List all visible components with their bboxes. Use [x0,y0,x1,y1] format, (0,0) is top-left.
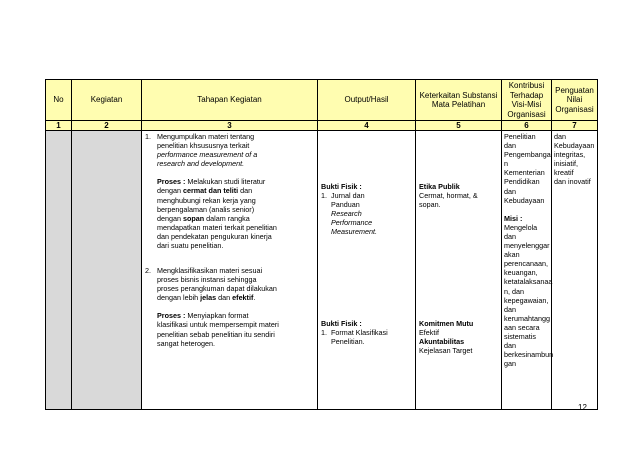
kontribusi-text: menyelenggar [504,241,550,251]
output-title: Bukti Fisik : [321,319,362,328]
step-1-text: Mengumpulkan materi tentang [157,132,255,141]
step-2-text: dengan lebih jelas dan efektif. [157,293,256,303]
column-number: 7 [552,121,598,131]
header-row [46,80,598,121]
kontribusi-text: akan [504,250,520,260]
kontribusi-text: Penelitian dan [504,132,536,151]
column-number: 2 [72,121,142,131]
column-number: 1 [46,121,72,131]
step-2-text: Mengklasifikasikan materi sesuai [157,266,263,275]
column-number: 3 [142,121,318,131]
column-number: 4 [318,121,416,131]
output-item-number: 1. [321,328,327,338]
step-1-proses: dengan cermat dan teliti dan [157,186,253,196]
penguatan-text: inisiatif, kreatif [554,159,578,178]
step-2-proses: sangat heterogen. [157,338,215,348]
penguatan-text: dan [554,132,566,141]
step-1-text: penelitian khsususnya terkait [157,141,250,151]
kontribusi-text: Pendidikan [504,177,540,187]
header-output: Output/Hasil [318,80,416,121]
kontribusi-text: Kebudayaan [504,195,545,205]
step-2-text: proses bisnis instansi sehingga [157,275,257,285]
output-text: Research [331,209,362,219]
output-block-1 [321,182,413,237]
header-no: No [46,80,72,121]
step-1-number: 1. [145,132,151,141]
cell-kontribusi [502,131,552,410]
kontribusi-text: dan [504,186,516,196]
kontribusi-text: Mengelola dan [504,222,538,241]
step-1-proses: menghubungi rekan kerja yang [157,195,256,205]
keterkaitan-title: Akuntabilitas [419,337,465,347]
output-text: Format Klasifikasi [331,328,388,338]
kontribusi-text: sistematis dan [504,331,536,351]
output-text: Panduan [331,200,360,210]
output-item-number: 1. [321,191,327,201]
kontribusi-text: ketatalaksanaa [504,277,553,287]
kontribusi-text: perencanaan, [504,259,548,269]
column-number: 6 [502,121,552,131]
output-block-2 [321,319,413,346]
content-row [46,131,598,410]
step-2-number: 2. [145,266,151,275]
output-title: Bukti Fisik : [321,182,362,191]
step-2-text: proses perangkuman dapat dilakukan [157,284,277,294]
step-1-text: research and development. [157,159,245,169]
header-kegiatan: Kegiatan [72,80,142,121]
step-1-proses: mendapatkan materi terkait penelitian [157,222,277,232]
cell-kegiatan [72,131,142,410]
step-1-proses: dengan sopan dalam rangka [157,213,250,223]
header-tahapan: Tahapan Kegiatan [142,80,318,121]
kontribusi-text: n Kementerian [504,159,545,178]
output-text: Measurement. [331,227,377,237]
cell-tahapan [142,131,318,410]
page-number: 12 [578,403,587,412]
keterkaitan-text: Kejelasan Target [419,346,473,356]
kontribusi-text: n, dan [504,286,524,296]
cell-keterkaitan [416,131,502,410]
kontribusi-text: kepegawaian, [504,295,549,305]
penguatan-text: integritas, [554,150,586,160]
kontribusi-text: kerumahtangg [504,313,550,323]
step-1-proses: Proses : Melakukan studi literatur [157,177,266,187]
step-1-proses: berpengalaman (analis senior) [157,204,255,214]
keterkaitan-text: Efektif [419,328,439,338]
step-1-text: performance measurement of a [157,150,258,160]
keterkaitan-title: Etika Publik [419,182,460,191]
keterkaitan-title: Komitmen Mutu [419,319,474,328]
misi-label: Misi : [504,213,523,223]
header-kontribusi: Kontribusi Terhadap Visi-Misi Organisasi [502,80,552,121]
penguatan-text: Kebudayaan [554,141,595,151]
keterkaitan-text: sopan. [419,200,441,210]
output-text: Jurnal dan [331,191,365,201]
penguatan-text: dan inovatif [554,177,591,187]
output-text: Penelitian. [331,337,365,347]
column-number-row [46,121,598,131]
column-number: 5 [416,121,502,131]
activity-table [45,79,598,410]
cell-output [318,131,416,410]
step-2-proses: penelitian sebab penelitian itu sendiri [157,329,275,339]
header-penguatan: Penguatan Nilai Organisasi [552,80,598,121]
keterkaitan-block-1 [419,182,499,209]
kontribusi-text: aan secara [504,322,540,332]
kontribusi-text: Pengembanga [504,150,551,160]
kontribusi-text: gan [504,359,516,369]
step-2-proses: klasifikasi untuk mempersempit materi [157,320,279,330]
header-keterkaitan: Keterkaitan Substansi Mata Pelatihan [416,80,502,121]
step-1-proses: dan pendekatan pengukuran kinerja [157,231,272,241]
kontribusi-text: keuangan, [504,268,538,278]
step-2-proses: Proses : Menyiapkan format [157,311,249,321]
cell-penguatan [552,131,598,410]
keterkaitan-text: Cermat, hormat, & [419,191,478,201]
keterkaitan-block-2 [419,319,499,355]
kontribusi-text: dan [504,304,516,314]
output-text: Performance [331,218,373,228]
step-1-proses: dari suatu penelitian. [157,241,224,251]
cell-no [46,131,72,410]
kontribusi-text: berkesinambun [504,350,554,360]
